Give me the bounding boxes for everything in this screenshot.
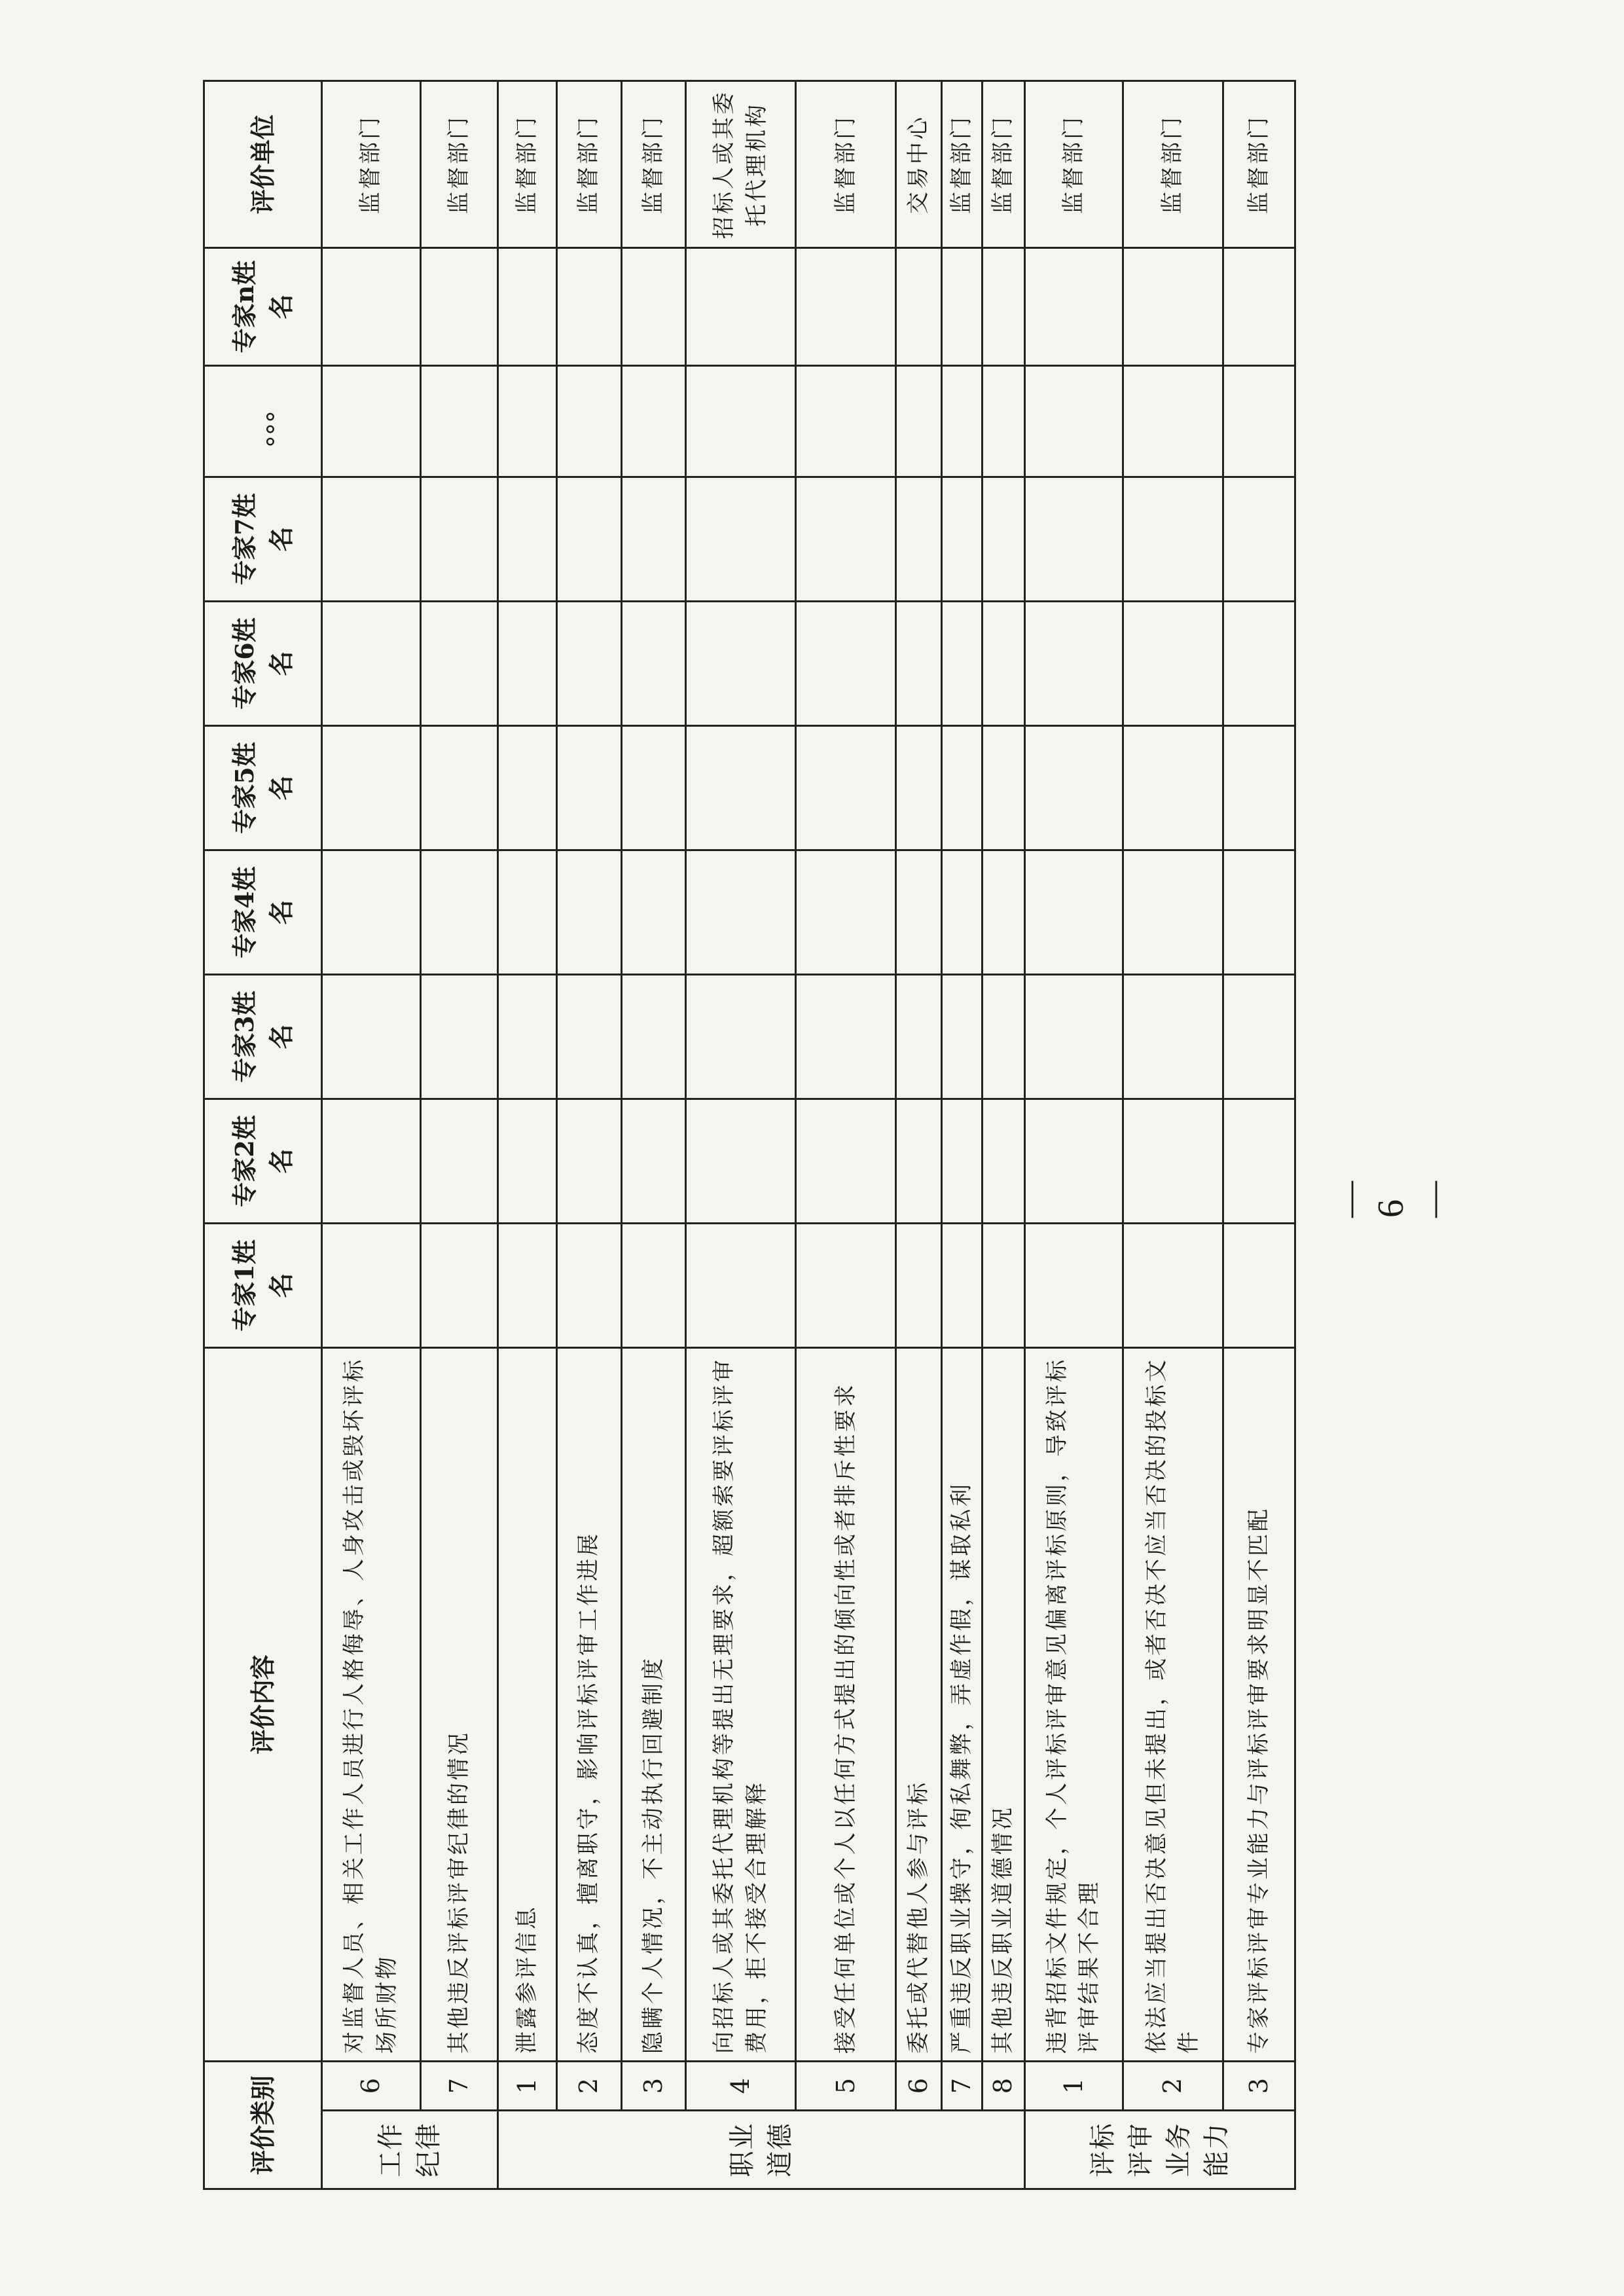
table-row — [420, 81, 497, 2189]
expert-cell[interactable] — [895, 1099, 941, 1223]
expert-cell[interactable] — [322, 1223, 421, 1347]
expert-cell[interactable] — [497, 601, 556, 725]
expert-cell[interactable] — [685, 1099, 796, 1223]
row-content: 违背招标文件规定，个人评标评审意见偏离评标原则，导致评标评审结果不合理 — [1024, 1347, 1123, 2061]
expert-cell[interactable] — [796, 1099, 896, 1223]
expert-cell[interactable] — [621, 247, 685, 365]
table-row — [942, 81, 983, 2189]
expert-cell[interactable] — [942, 1223, 983, 1347]
evaluation-table-rotated — [203, 89, 1296, 2190]
header-expert-3: 专家3姓名 — [204, 974, 322, 1099]
expert-cell[interactable] — [621, 850, 685, 974]
header-ellipsis: 。。。 — [204, 365, 322, 477]
expert-cell[interactable] — [1024, 974, 1123, 1099]
header-content: 评价内容 — [204, 1347, 322, 2061]
expert-cell[interactable] — [796, 365, 896, 477]
expert-cell[interactable] — [497, 1223, 556, 1347]
row-unit: 监督部门 — [621, 81, 685, 247]
expert-cell[interactable] — [1123, 725, 1223, 850]
row-content: 其他违反职业道德情况 — [983, 1347, 1024, 2061]
table-row — [983, 81, 1024, 2189]
row-content: 态度不认真，擅离职守，影响评标评审工作进展 — [557, 1347, 621, 2061]
expert-cell[interactable] — [1024, 1099, 1123, 1223]
expert-cell[interactable] — [497, 725, 556, 850]
row-number: 7 — [420, 2061, 497, 2110]
expert-cell[interactable] — [895, 365, 941, 477]
table-row — [497, 81, 556, 2189]
expert-cell[interactable] — [685, 247, 796, 365]
expert-cell[interactable] — [685, 1223, 796, 1347]
expert-cell[interactable] — [983, 477, 1024, 601]
expert-cell[interactable] — [942, 850, 983, 974]
expert-cell[interactable] — [1024, 850, 1123, 974]
expert-cell[interactable] — [1123, 365, 1223, 477]
header-expert-7: 专家7姓名 — [204, 477, 322, 601]
table-row — [557, 81, 621, 2189]
row-content: 对监督人员、相关工作人员进行人格侮辱、人身攻击或毁坏评标场所财物 — [322, 1347, 421, 2061]
expert-cell[interactable] — [557, 850, 621, 974]
row-content: 严重违反职业操守，徇私舞弊，弄虚作假，谋取私利 — [942, 1347, 983, 2061]
header-expert-2: 专家2姓名 — [204, 1099, 322, 1223]
expert-cell[interactable] — [322, 1099, 421, 1223]
expert-cell[interactable] — [983, 974, 1024, 1099]
expert-cell[interactable] — [685, 601, 796, 725]
header-expert-4: 专家4姓名 — [204, 850, 322, 974]
expert-cell[interactable] — [983, 247, 1024, 365]
expert-cell[interactable] — [895, 247, 941, 365]
expert-cell[interactable] — [895, 850, 941, 974]
row-unit: 监督部门 — [1223, 81, 1295, 247]
row-number: 2 — [1123, 2061, 1223, 2110]
row-unit: 交易中心 — [895, 81, 941, 247]
expert-cell[interactable] — [1123, 850, 1223, 974]
row-content: 委托或代替他人参与评标 — [895, 1347, 941, 2061]
expert-cell[interactable] — [796, 725, 896, 850]
expert-cell[interactable] — [1123, 477, 1223, 601]
header-expert-n: 专家n姓名 — [204, 247, 322, 365]
row-unit: 监督部门 — [1123, 81, 1223, 247]
expert-cell[interactable] — [796, 477, 896, 601]
expert-cell[interactable] — [942, 477, 983, 601]
table-row — [322, 81, 421, 2189]
expert-cell[interactable] — [621, 725, 685, 850]
expert-cell[interactable] — [1024, 1223, 1123, 1347]
expert-cell[interactable] — [942, 365, 983, 477]
expert-cell[interactable] — [1123, 247, 1223, 365]
expert-cell[interactable] — [1123, 1223, 1223, 1347]
table-row — [1024, 81, 1123, 2189]
expert-cell[interactable] — [322, 601, 421, 725]
expert-cell[interactable] — [420, 601, 497, 725]
row-number: 3 — [621, 2061, 685, 2110]
category-cell: 工作纪律 — [322, 2111, 498, 2189]
row-number: 1 — [497, 2061, 556, 2110]
expert-cell[interactable] — [621, 365, 685, 477]
expert-cell[interactable] — [322, 477, 421, 601]
row-unit: 监督部门 — [942, 81, 983, 247]
expert-cell[interactable] — [497, 974, 556, 1099]
expert-cell[interactable] — [420, 1223, 497, 1347]
row-number: 7 — [942, 2061, 983, 2110]
expert-cell[interactable] — [322, 725, 421, 850]
expert-cell[interactable] — [497, 850, 556, 974]
expert-cell[interactable] — [685, 365, 796, 477]
expert-cell[interactable] — [420, 725, 497, 850]
row-unit: 招标人或其委托代理机构 — [685, 81, 796, 247]
expert-cell[interactable] — [1223, 725, 1295, 850]
expert-cell[interactable] — [1223, 1099, 1295, 1223]
row-content: 向招标人或其委托代理机构等提出无理要求，超额索要评标评审费用，拒不接受合理解释 — [685, 1347, 796, 2061]
row-number: 6 — [895, 2061, 941, 2110]
expert-cell[interactable] — [983, 601, 1024, 725]
expert-cell[interactable] — [895, 601, 941, 725]
expert-cell[interactable] — [1223, 1223, 1295, 1347]
expert-cell[interactable] — [420, 850, 497, 974]
expert-cell[interactable] — [1223, 365, 1295, 477]
expert-cell[interactable] — [983, 850, 1024, 974]
row-number: 8 — [983, 2061, 1024, 2110]
row-number: 5 — [796, 2061, 896, 2110]
expert-cell[interactable] — [685, 477, 796, 601]
expert-cell[interactable] — [1024, 725, 1123, 850]
expert-cell[interactable] — [1223, 601, 1295, 725]
expert-cell[interactable] — [942, 974, 983, 1099]
expert-cell[interactable] — [420, 365, 497, 477]
category-cell: 职业道德 — [497, 2111, 1024, 2189]
expert-cell[interactable] — [983, 1223, 1024, 1347]
row-unit: 监督部门 — [1024, 81, 1123, 247]
expert-cell[interactable] — [557, 725, 621, 850]
expert-cell[interactable] — [685, 725, 796, 850]
table-row — [621, 81, 685, 2189]
expert-cell[interactable] — [497, 1099, 556, 1223]
expert-cell[interactable] — [942, 725, 983, 850]
table-row — [895, 81, 941, 2189]
expert-cell[interactable] — [1123, 601, 1223, 725]
category-cell: 评标评审业务能力 — [1024, 2111, 1295, 2189]
expert-cell[interactable] — [557, 1223, 621, 1347]
header-expert-6: 专家6姓名 — [204, 601, 322, 725]
row-number: 3 — [1223, 2061, 1295, 2110]
header-expert-5: 专家5姓名 — [204, 725, 322, 850]
expert-cell[interactable] — [895, 477, 941, 601]
header-expert-1: 专家1姓名 — [204, 1223, 322, 1347]
row-content: 隐瞒个人情况，不主动执行回避制度 — [621, 1347, 685, 2061]
evaluation-table — [203, 80, 1296, 2190]
row-number: 4 — [685, 2061, 796, 2110]
row-number: 6 — [322, 2061, 421, 2110]
expert-cell[interactable] — [983, 725, 1024, 850]
expert-cell[interactable] — [497, 247, 556, 365]
expert-cell[interactable] — [1024, 247, 1123, 365]
row-content: 接受任何单位或个人以任何方式提出的倾向性或者排斥性要求 — [796, 1347, 896, 2061]
expert-cell[interactable] — [1223, 850, 1295, 974]
expert-cell[interactable] — [557, 247, 621, 365]
expert-cell[interactable] — [420, 1099, 497, 1223]
row-number: 1 — [1024, 2061, 1123, 2110]
expert-cell[interactable] — [322, 365, 421, 477]
expert-cell[interactable] — [1024, 477, 1123, 601]
expert-cell[interactable] — [1024, 365, 1123, 477]
expert-cell[interactable] — [1024, 601, 1123, 725]
header-row — [204, 81, 322, 2189]
expert-cell[interactable] — [322, 974, 421, 1099]
table-row — [1223, 81, 1295, 2189]
row-content: 其他违反评标评审纪律的情况 — [420, 1347, 497, 2061]
expert-cell[interactable] — [621, 1223, 685, 1347]
expert-cell[interactable] — [796, 1223, 896, 1347]
expert-cell[interactable] — [685, 974, 796, 1099]
row-unit: 监督部门 — [796, 81, 896, 247]
page-number: — 6 — — [1329, 1172, 1453, 1218]
expert-cell[interactable] — [621, 477, 685, 601]
row-content: 专家评标评审专业能力与评标评审要求明显不匹配 — [1223, 1347, 1295, 2061]
expert-cell[interactable] — [796, 601, 896, 725]
expert-cell[interactable] — [1223, 477, 1295, 601]
expert-cell[interactable] — [796, 974, 896, 1099]
row-unit: 监督部门 — [322, 81, 421, 247]
header-unit: 评价单位 — [204, 81, 322, 247]
table-row — [685, 81, 796, 2189]
expert-cell[interactable] — [420, 247, 497, 365]
expert-cell[interactable] — [497, 477, 556, 601]
expert-cell[interactable] — [497, 365, 556, 477]
row-number: 2 — [557, 2061, 621, 2110]
expert-cell[interactable] — [621, 601, 685, 725]
expert-cell[interactable] — [1123, 1099, 1223, 1223]
expert-cell[interactable] — [557, 1099, 621, 1223]
expert-cell[interactable] — [1123, 974, 1223, 1099]
expert-cell[interactable] — [983, 1099, 1024, 1223]
expert-cell[interactable] — [621, 1099, 685, 1223]
expert-cell[interactable] — [557, 974, 621, 1099]
expert-cell[interactable] — [1223, 247, 1295, 365]
expert-cell[interactable] — [942, 247, 983, 365]
expert-cell[interactable] — [621, 974, 685, 1099]
expert-cell[interactable] — [420, 477, 497, 601]
row-content: 依法应当提出否决意见但未提出，或者否决不应当否决的投标文件 — [1123, 1347, 1223, 2061]
expert-cell[interactable] — [942, 601, 983, 725]
expert-cell[interactable] — [895, 725, 941, 850]
expert-cell[interactable] — [796, 247, 896, 365]
row-unit: 监督部门 — [983, 81, 1024, 247]
expert-cell[interactable] — [557, 477, 621, 601]
row-content: 泄露参评信息 — [497, 1347, 556, 2061]
header-category: 评价类别 — [204, 2061, 322, 2189]
expert-cell[interactable] — [895, 1223, 941, 1347]
row-unit: 监督部门 — [497, 81, 556, 247]
expert-cell[interactable] — [557, 365, 621, 477]
table-row — [796, 81, 896, 2189]
row-unit: 监督部门 — [420, 81, 497, 247]
expert-cell[interactable] — [796, 850, 896, 974]
expert-cell[interactable] — [1223, 974, 1295, 1099]
expert-cell[interactable] — [420, 974, 497, 1099]
row-unit: 监督部门 — [557, 81, 621, 247]
expert-cell[interactable] — [322, 850, 421, 974]
expert-cell[interactable] — [322, 247, 421, 365]
table-row — [1123, 81, 1223, 2189]
expert-cell[interactable] — [942, 1099, 983, 1223]
expert-cell[interactable] — [895, 974, 941, 1099]
expert-cell[interactable] — [983, 365, 1024, 477]
expert-cell[interactable] — [557, 601, 621, 725]
expert-cell[interactable] — [685, 850, 796, 974]
